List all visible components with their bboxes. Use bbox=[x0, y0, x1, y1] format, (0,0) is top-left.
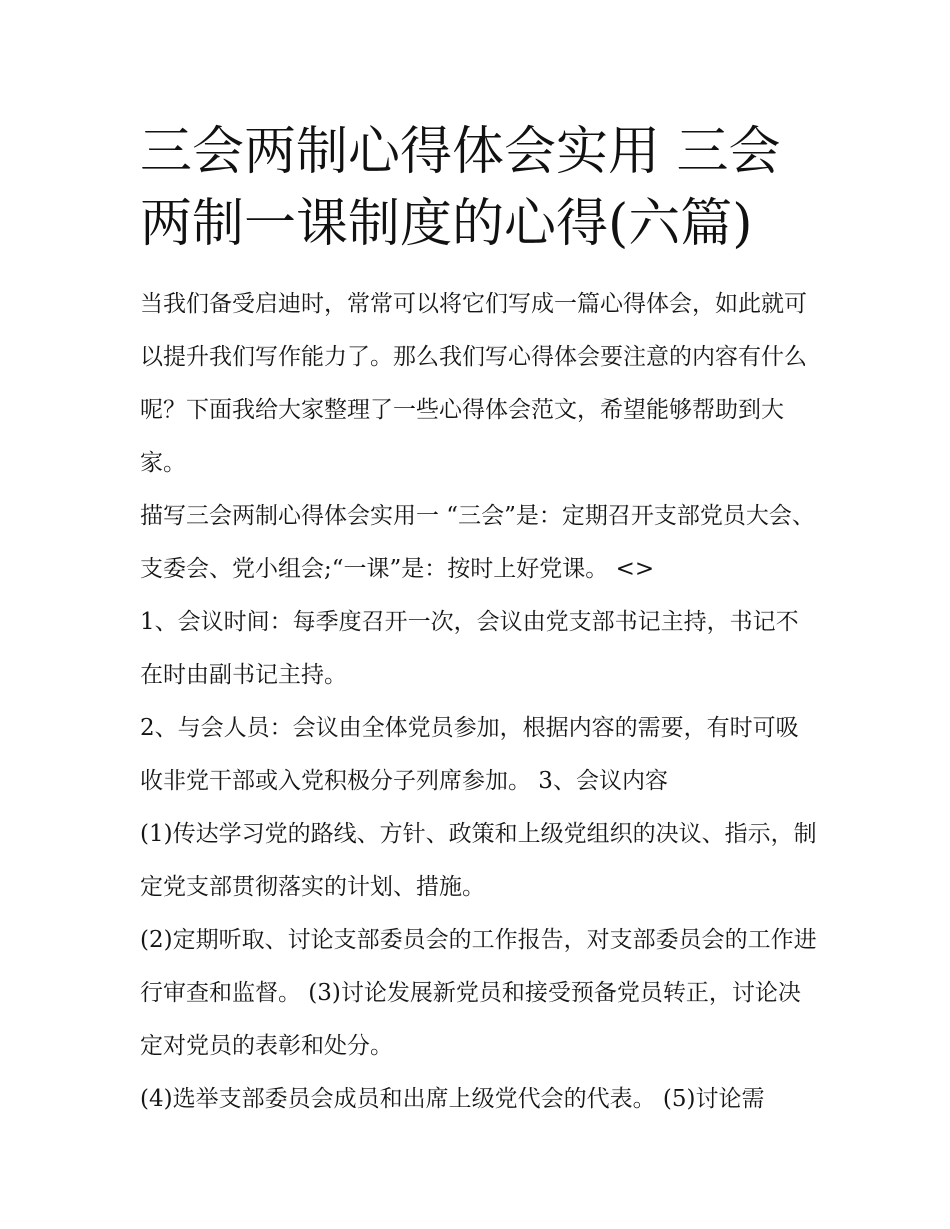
content-item-1-paragraph: (1)传达学习党的路线、方针、政策和上级党组织的决议、指示，制定党支部贯彻落实的计划、措施。 bbox=[140, 821, 817, 900]
intro-paragraph: 当我们备受启迪时，常常可以将它们写成一篇心得体会，如此就可以提升我们写作能力了。那么我们写心得体会要注意的内容有什么呢？下面我给大家整理了一些心得体会范文，希望能够帮助到大家。 bbox=[140, 291, 807, 476]
attendees-paragraph: 2、与会人员：会议由全体党员参加，根据内容的需要，有时可吸收非党干部或入党积极分子列席参加。 3、会议内容 bbox=[140, 715, 799, 794]
document-title: 三会两制心得体会实用 三会两制一课制度的心得(六篇) bbox=[140, 122, 781, 254]
content-item-2-3-paragraph: (2)定期听取、讨论支部委员会的工作报告，对支部委员会的工作进行审查和监督。 (3)讨论发展新党员和接受预备党员转正，讨论决定对党员的表彰和处分。 bbox=[140, 927, 817, 1059]
meeting-time-paragraph: 1、会议时间：每季度召开一次，会议由党支部书记主持，书记不在时由副书记主持。 bbox=[140, 609, 799, 688]
three-meetings-paragraph: 描写三会两制心得体会实用一 “三会”是：定期召开支部党员大会、支委会、党小组会;“一课”是：按时上好党课。 <> bbox=[140, 503, 815, 582]
document-body bbox=[140, 116, 820, 1126]
content-item-4-5-paragraph: (4)选举支部委员会成员和出席上级党代会的代表。 (5)讨论需 bbox=[140, 1086, 765, 1112]
